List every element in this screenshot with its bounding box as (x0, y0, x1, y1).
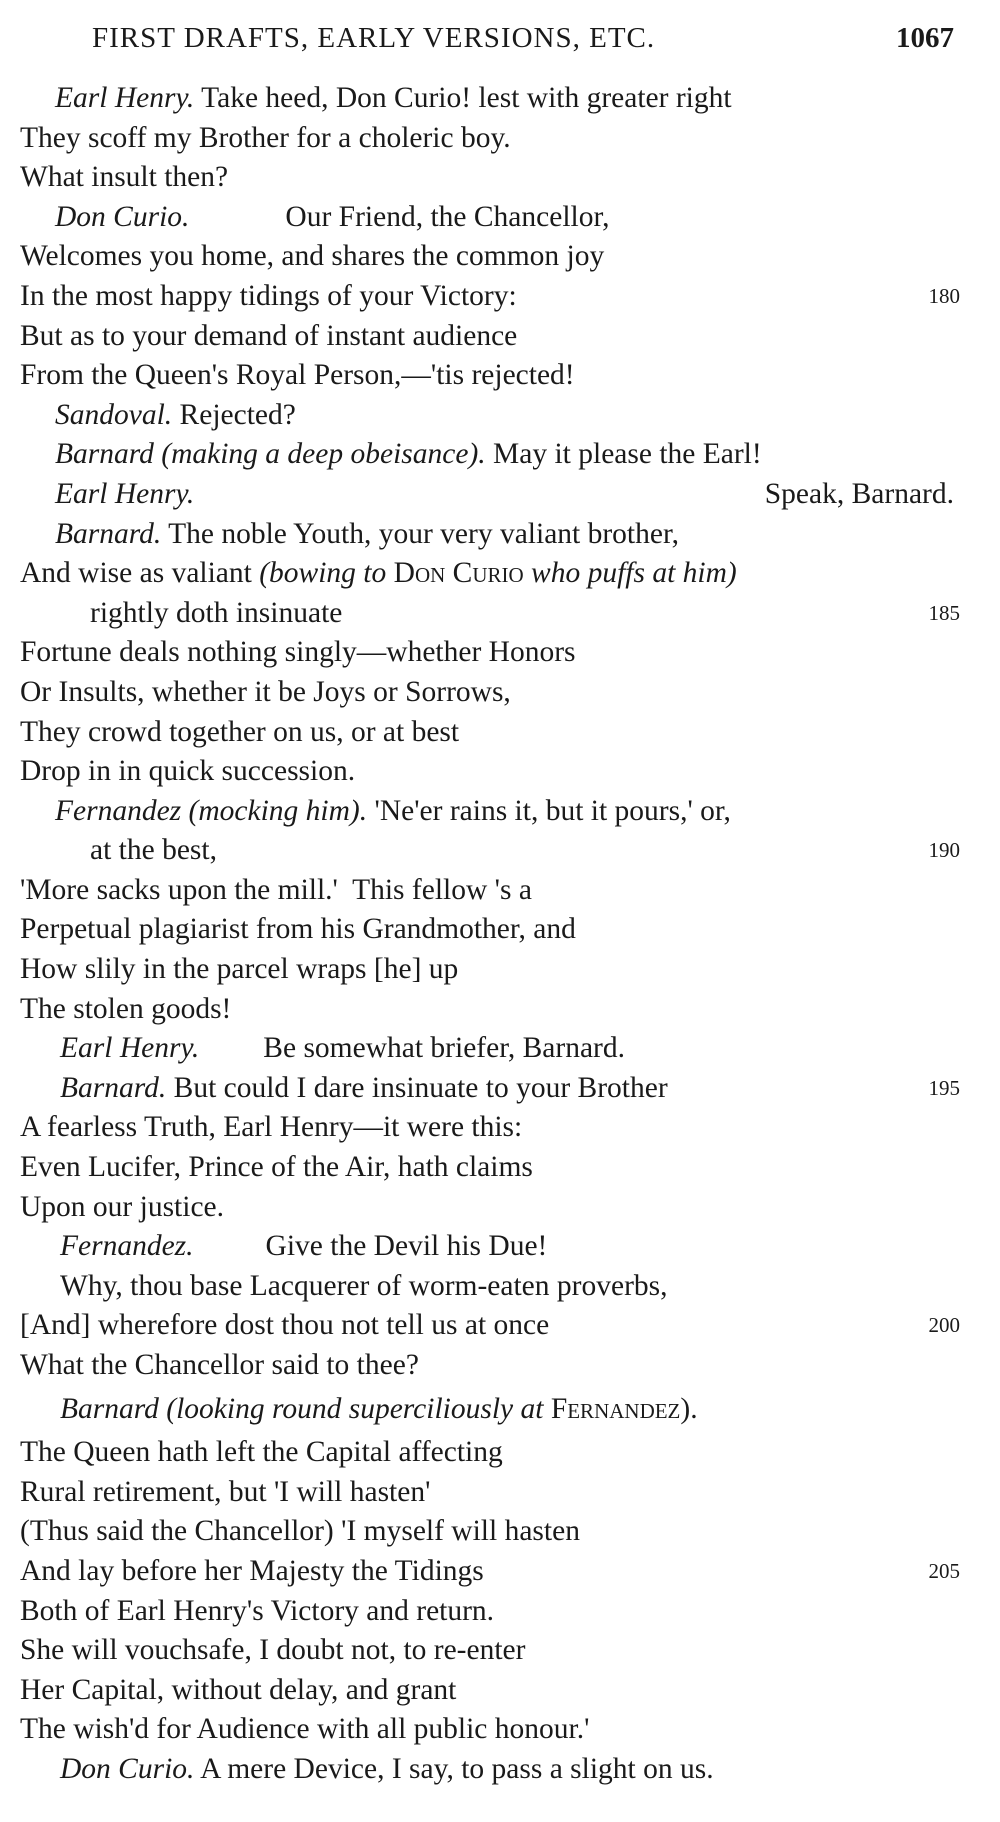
line-text: [And] wherefore dost thou not tell us at once (20, 1309, 550, 1342)
verse-line (0, 1069, 1000, 1109)
verse-line (0, 1188, 1000, 1228)
line-text: Rejected? (172, 398, 296, 431)
verse-line (0, 79, 1000, 119)
line-text: A fearless Truth, Earl Henry—it were this: (20, 1111, 523, 1144)
speaker-name: Sandoval. (55, 398, 173, 431)
verse-line (0, 673, 1000, 713)
line-text: rightly doth insinuate (90, 596, 343, 629)
verse-line (0, 1346, 1000, 1386)
verse-line (0, 990, 1000, 1030)
verse-line (0, 158, 1000, 198)
verse-line (0, 1108, 1000, 1148)
line-text: How slily in the parcel wraps [he] up (20, 953, 459, 986)
verse-line (0, 1710, 1000, 1750)
verse-text (0, 79, 1000, 1790)
line-number: 200 (928, 1313, 960, 1338)
line-number: 190 (928, 838, 960, 863)
line-number: 195 (928, 1075, 960, 1100)
verse-line (0, 1512, 1000, 1552)
line-text: (Thus said the Chancellor) 'I myself will hasten (20, 1515, 580, 1548)
verse-line (0, 1592, 1000, 1632)
verse-line (0, 396, 1000, 436)
verse-line (0, 1306, 1000, 1346)
line-text: Her Capital, without delay, and grant (20, 1673, 457, 1706)
line-text: Perpetual plagiarist from his Grandmother, and (20, 913, 576, 946)
line-text: Rural retirement, but 'I will hasten' (20, 1475, 431, 1508)
verse-line (0, 1671, 1000, 1711)
verse-line (0, 871, 1000, 911)
line-text: Drop in in quick succession. (20, 755, 356, 788)
line-text: But as to your demand of instant audience (20, 319, 518, 352)
speaker-name: Don Curio. (55, 200, 190, 233)
verse-line (0, 435, 1000, 475)
speaker-name: Barnard. (60, 1071, 167, 1104)
verse-line (0, 1473, 1000, 1513)
character-name: Don Curio (393, 557, 524, 590)
verse-line (0, 950, 1000, 990)
line-text: Fortune deals nothing singly—whether Honors (20, 636, 576, 669)
line-text: What insult then? (20, 161, 229, 194)
character-name: Fernandez (550, 1392, 681, 1425)
line-text: Our Friend, the Chancellor, (285, 200, 610, 233)
speaker-name: Barnard (60, 1392, 159, 1425)
speaker-name: Barnard. (55, 517, 162, 550)
line-text: May it please the Earl! (485, 438, 762, 471)
speaker-name: Barnard (55, 438, 154, 471)
line-text: 'More sacks upon the mill.' This fellow 's a (20, 873, 532, 906)
stage-direction: (mocking him). (188, 794, 368, 827)
line-text: They crowd together on us, or at best (20, 715, 460, 748)
line-text: A mere Device, I say, to pass a slight on us. (194, 1752, 714, 1785)
page-number: 1067 (896, 22, 954, 54)
line-text: And wise as valiant (20, 557, 260, 590)
stage-direction: (looking round superciliously at (158, 1392, 551, 1425)
verse-line (0, 1267, 1000, 1307)
running-title: FIRST DRAFTS, EARLY VERSIONS, ETC. (92, 22, 656, 54)
verse-line (0, 713, 1000, 753)
verse-line (0, 1552, 1000, 1592)
speaker-name: Earl Henry. (60, 1032, 200, 1065)
line-text: She will vouchsafe, I doubt not, to re-enter (20, 1634, 526, 1667)
stage-direction: (making a deep obeisance). (161, 438, 486, 471)
line-text: The wish'd for Audience with all public honour.' (20, 1713, 590, 1746)
line-text: 'Ne'er rains it, but it pours,' or, (367, 794, 731, 827)
stage-direction: (bowing to (259, 557, 394, 590)
verse-line (0, 1750, 1000, 1790)
line-text: Both of Earl Henry's Victory and return. (20, 1594, 495, 1627)
line-text: ). (680, 1392, 698, 1425)
verse-line (0, 277, 1000, 317)
verse-line (0, 831, 1000, 871)
verse-line (0, 594, 1000, 634)
speaker-name: Earl Henry. (55, 82, 195, 114)
line-text: What the Chancellor said to thee? (20, 1349, 419, 1381)
line-number: 205 (928, 1558, 960, 1583)
verse-line (0, 1227, 1000, 1267)
verse-line (0, 633, 1000, 673)
line-text: Give the Devil his Due! (265, 1230, 548, 1263)
line-text: From the Queen's Royal Person,—'tis rejected! (20, 359, 575, 392)
line-text: In the most happy tidings of your Victory: (20, 279, 517, 312)
verse-line (0, 1631, 1000, 1671)
stage-direction: who puffs at him) (523, 557, 737, 590)
line-text: Speak, Barnard. (764, 477, 954, 510)
verse-line (0, 515, 1000, 555)
line-text: Even Lucifer, Prince of the Air, hath claims (20, 1151, 533, 1184)
line-text: Take heed, Don Curio! lest with greater right (194, 82, 732, 114)
verse-line (0, 1029, 1000, 1069)
line-text: The noble Youth, your very valiant brother, (161, 517, 679, 550)
verse-line (0, 910, 1000, 950)
line-text: Be somewhat briefer, Barnard. (263, 1032, 625, 1065)
line-text: Upon our justice. (20, 1190, 225, 1223)
line-text: Welcomes you home, and shares the common joy (20, 240, 605, 273)
line-text: The stolen goods! (20, 992, 232, 1025)
line-text: But could I dare insinuate to your Brother (166, 1071, 668, 1104)
line-text: And lay before her Majesty the Tidings (20, 1554, 484, 1587)
line-text: Or Insults, whether it be Joys or Sorrows, (20, 675, 511, 708)
verse-line (0, 792, 1000, 832)
line-text: The Queen hath left the Capital affecting (20, 1436, 503, 1469)
verse-line (0, 1148, 1000, 1188)
verse-line (0, 475, 1000, 515)
speaker-name: Earl Henry. (55, 477, 195, 510)
verse-line (0, 119, 1000, 159)
line-text: Why, thou base Lacquerer of worm-eaten proverbs, (60, 1269, 668, 1302)
verse-line (0, 237, 1000, 277)
line-number: 185 (928, 600, 960, 625)
speaker-name: Fernandez (55, 794, 182, 827)
verse-line (0, 356, 1000, 396)
line-text: at the best, (90, 834, 217, 867)
line-number: 180 (928, 283, 960, 308)
speaker-name: Don Curio. (60, 1752, 195, 1785)
verse-line (0, 1433, 1000, 1473)
verse-line (0, 1390, 1000, 1430)
verse-line (0, 554, 1000, 594)
line-text: They scoff my Brother for a choleric boy. (20, 121, 511, 154)
verse-line (0, 317, 1000, 357)
speaker-name: Fernandez. (60, 1230, 194, 1263)
page-header (92, 22, 954, 62)
verse-line (0, 752, 1000, 792)
verse-line (0, 198, 1000, 238)
